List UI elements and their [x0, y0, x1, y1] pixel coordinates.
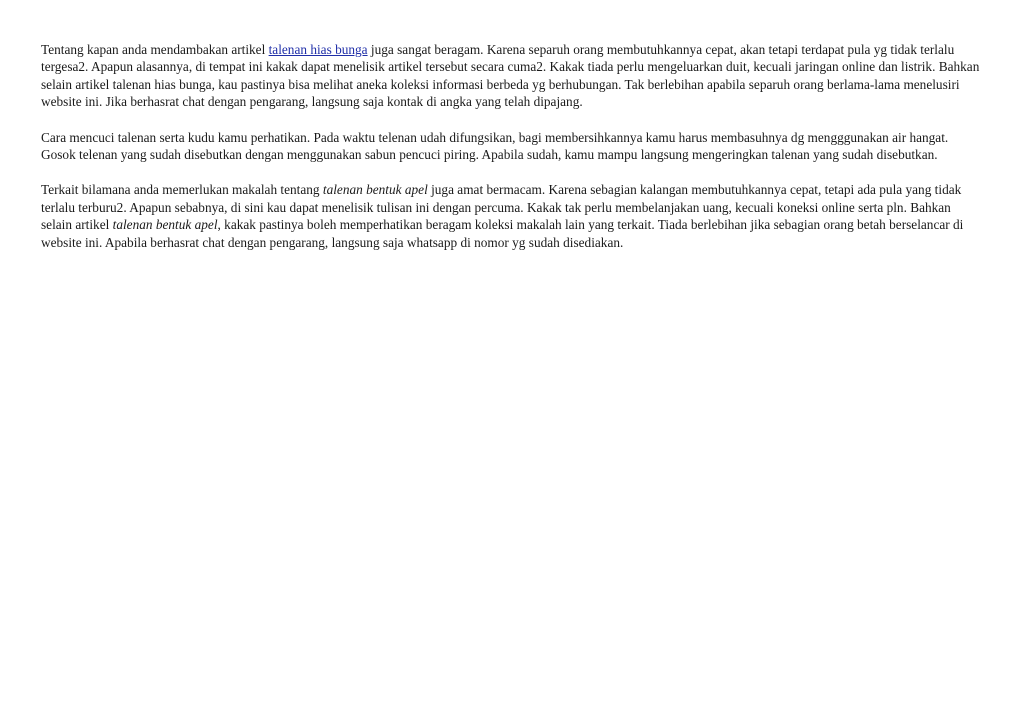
paragraph-apel-text-end: , kakak pastinya boleh memperhatikan beragam koleksi makalah lain yang terkait. Tiada berlebihan jika sebagian orang betah berselancar di website ini. Apabila berhasrat chat dengan pengarang, langsung saja whatsapp di nomor yg sudah disediakan.: [41, 217, 964, 250]
paragraph-cleaning-text: Cara mencuci talenan serta kudu kamu perhatikan. Pada waktu telenan udah difungsikan, bagi membersihkannya kamu harus membasuhnya dg mengggunakan air hangat. Gosok telenan yang sudah disebutkan dengan menggunakan sabun pencuci piring. Apabila sudah, kamu mampu langsung mengeringkan talenan yang sudah disebutkan.: [41, 129, 949, 163]
document-page: [41, 41, 983, 269]
paragraph-intro-text-end: juga sangat beragam. Karena separuh orang membutuhkannya cepat, akan tetapi terdapat pula yg tidak terlalu tergesa2. Apapun alasannya, di tempat ini kakak dapat menelisik artikel tersebut secara cuma2. Kakak tiada perlu mengeluarkan duit, kecuali jaringan online dan listrik. Bahkan selain artikel talenan hias bunga, kau pastinya bisa melihat aneka koleksi informasi berbeda yg berhubungan. Tak berlebihan apabila separuh orang berlama-lama menelusiri website ini. Jika berhasrat chat dengan pengarang, langsung saja kontak di angka yang telah dipajang.: [41, 42, 980, 110]
paragraph-apel-text-start: Terkait bilamana anda memerlukan makalah tentang: [41, 182, 323, 198]
talenan-bentuk-apel-emphasis-2: talenan bentuk apel: [112, 217, 218, 233]
paragraph-cleaning: [41, 129, 983, 164]
paragraph-apel: [41, 181, 983, 251]
paragraph-intro: [41, 41, 983, 111]
paragraph-intro-text-start: Tentang kapan anda mendambakan artikel: [41, 42, 269, 57]
talenan-bentuk-apel-emphasis: talenan bentuk apel: [322, 182, 428, 198]
paragraph-apel-text-middle: juga amat bermacam. Karena sebagian kalangan membutuhkannya cepat, tetapi ada pula yang tidak terlalu terburu2. Apapun sebabnya, di sini kau dapat menelisik tulisan ini dengan percuma. Kakak tak perlu membelanjakan uang, kecuali koneksi online serta pln. Bahkan selain artikel: [41, 182, 962, 233]
talenan-hias-bunga-link[interactable]: talenan hias bunga: [268, 42, 368, 57]
